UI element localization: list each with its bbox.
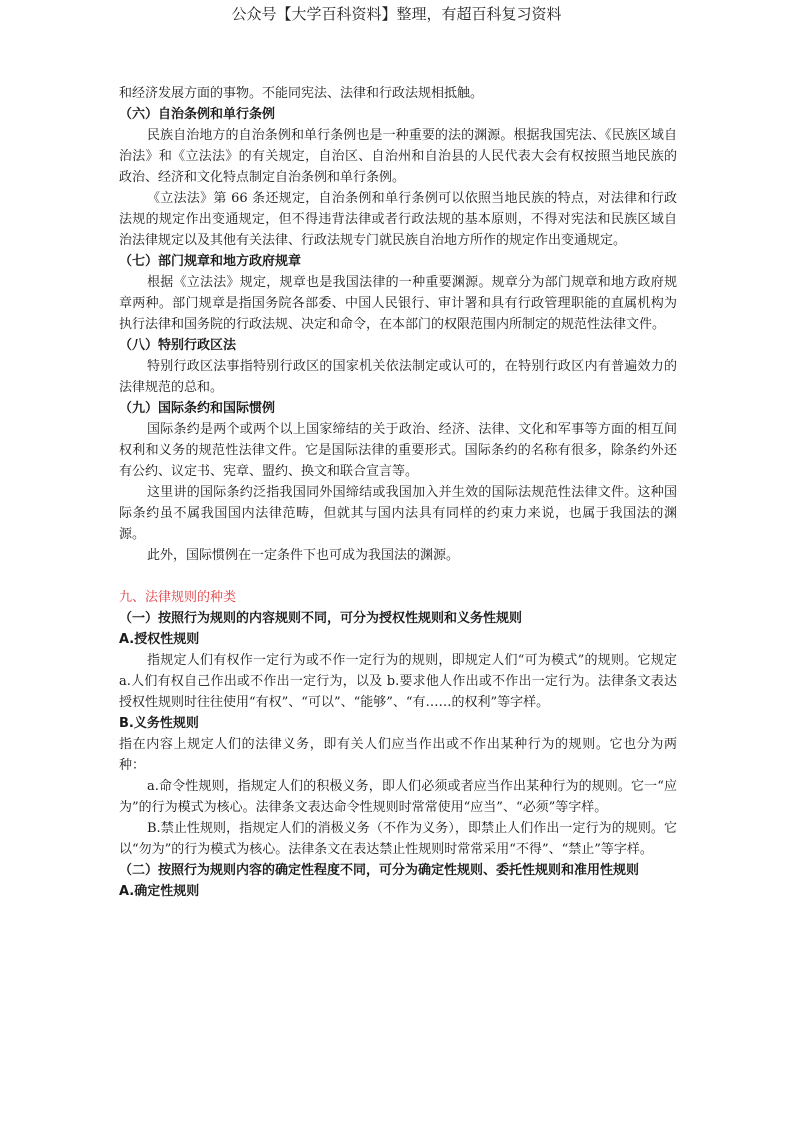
subsection-heading: A.确定性规则 — [119, 884, 200, 899]
paragraph: a.命令性规则，指规定人们的积极义务，即人们必须或者应当作出某种行为的规则。它一“应为”的行为模式为核心。法律条文表达命令性规则时常常使用“应当”、“必须”等字样。 — [119, 779, 677, 815]
paragraph: 指规定人们有权作一定行为或不作一定行为的规则，即规定人们“可为模式”的规则。它规定 a.人们有权自己作出或不作出一定行为，以及 b.要求他人作出或不作出一定行为。法律条文表达授权性规则时往往使用“有权”、“可以”、“能够”、“有……的权利”等字样。 — [119, 653, 677, 710]
section-heading: （二）按照行为规则内容的确定性程度不同，可分为确定性规则、委托性规则和准用性规则 — [119, 863, 640, 878]
section-heading: （一）按照行为规则的内容规则不同，可分为授权性规则和义务性规则 — [119, 611, 523, 626]
paragraph: 根据《立法法》规定，规章也是我国法律的一种重要渊源。规章分为部门规章和地方政府规章两种。部门规章是指国务院各部委、中国人民银行、审计署和具有行政管理职能的直属机构为执行法律和国务院的行政法规、决定和命令，在本部门的权限范围内所制定的规范性法律文件。 — [119, 275, 677, 332]
section-heading: （八）特别行政区法 — [119, 338, 237, 353]
page-header: 公众号【大学百科资料】整理，有超百科复习资料 — [231, 5, 562, 23]
paragraph: 国际条约是两个或两个以上国家缔结的关于政治、经济、法律、文化和军事等方面的相互间权利和义务的规范性法律文件。它是国际法律的重要形式。国际条约的名称有很多，除条约外还有公约、议定书、宪章、盟约、换文和联合宣言等。 — [119, 422, 677, 479]
document-body — [119, 83, 677, 902]
paragraph: 此外，国际惯例在一定条件下也可成为我国法的渊源。 — [147, 548, 460, 563]
section-heading: （六）自治条例和单行条例 — [119, 107, 276, 122]
paragraph: 特别行政区法事指特别行政区的国家机关依法制定或认可的，在特别行政区内有普遍效力的法律规范的总和。 — [119, 359, 677, 395]
paragraph: 民族自治地方的自治条例和单行条例也是一种重要的法的渊源。根据我国宪法、《民族区域自治法》和《立法法》的有关规定，自治区、自治州和自治县的人民代表大会有权按照当地民族的政治、经济和文化特点制定自治条例和单行条例。 — [119, 128, 677, 185]
paragraph: 这里讲的国际条约泛指我国同外国缔结或我国加入并生效的国际法规范性法律文件。这种国际条约虽不属我国国内法律范畴，但就其与国内法具有同样的约束力来说，也属于我国法的渊源。 — [119, 485, 677, 542]
paragraph: 指在内容上规定人们的法律义务，即有关人们应当作出或不作出某种行为的规则。它也分为两种： — [119, 737, 677, 773]
section-heading: （七）部门规章和地方政府规章 — [119, 254, 302, 269]
paragraph: 和经济发展方面的事物。不能同宪法、法律和行政法规相抵触。 — [119, 86, 484, 101]
subsection-heading: A.授权性规则 — [119, 632, 200, 647]
chapter-heading: 九、法律规则的种类 — [119, 590, 237, 605]
paragraph: 《立法法》第 66 条还规定，自治条例和单行条例可以依照当地民族的特点，对法律和行政法规的规定作出变通规定，但不得违背法律或者行政法规的基本原则，不得对宪法和民族区域自治法律规定以及其他有关法律、行政法规专门就民族自治地方所作的规定作出变通规定。 — [119, 191, 677, 248]
section-heading: （九）国际条约和国际惯例 — [119, 401, 276, 416]
paragraph: B.禁止性规则，指规定人们的消极义务（不作为义务），即禁止人们作出一定行为的规则。它以“勿为”的行为模式为核心。法律条文在表达禁止性规则时常常采用“不得”、“禁止”等字样。 — [119, 821, 677, 857]
subsection-heading: B.义务性规则 — [119, 716, 199, 731]
